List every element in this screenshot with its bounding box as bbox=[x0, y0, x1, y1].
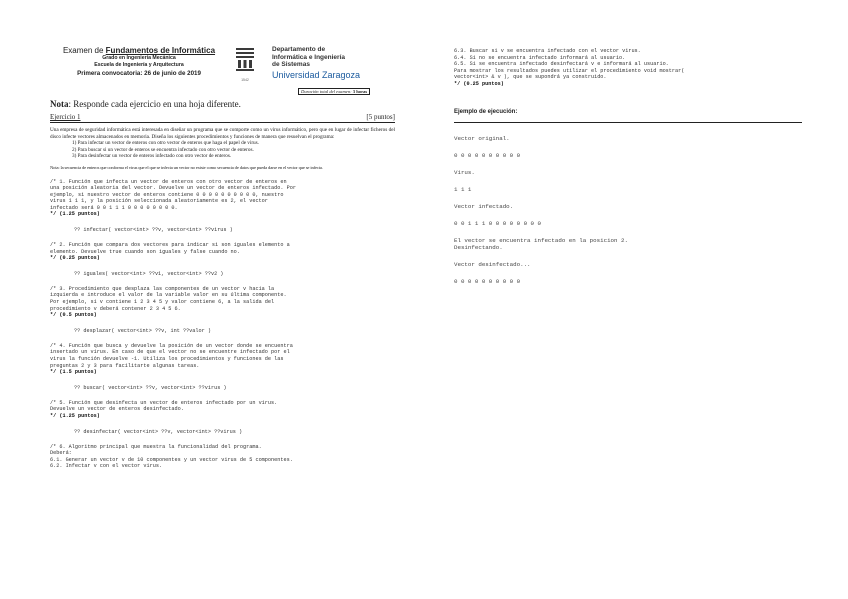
intro-notice: Nota: la secuencia de enteros que conforma el virus que el que se infecta un vector no existe como secuencia de datos que pueda darse en el vector que se infecta. bbox=[50, 164, 323, 170]
exam-header bbox=[50, 46, 395, 98]
output-line: 0 0 1 1 1 0 0 0 0 0 0 0 0 bbox=[454, 219, 541, 227]
intro-step: 2) Para buscar si un vector de enteros se encuentra infectado con otro vector de enteros. bbox=[72, 146, 254, 153]
question-points: */ (1.5 puntos) bbox=[50, 369, 97, 376]
intro-step: 1) Para infectar un vector de enteros con otro vector de enteros que haga el papel de virus. bbox=[72, 140, 259, 146]
question-points: */ (0.25 puntos) bbox=[454, 80, 504, 87]
question-line: Devuelve un vector de enteros desinfectado. bbox=[50, 406, 184, 413]
question-line: virus la función devuelve -1. Utiliza los procedimientos y funciones de las bbox=[50, 356, 284, 362]
question-line: /* 4. Función que busca y devuelve la posición de un vector donde se encuentra bbox=[50, 342, 293, 349]
intro-paragraph: Una empresa de seguridad informática está interesada en diseñar un programa que se comporte como un virus informático, pero que en lugar de infectar ficheros del disco infecte vectores almacenados en memoria. Diseña los siguientes procedimientos y funciones de manera que resuelvan el programa: bbox=[50, 127, 395, 140]
question-line: Deberá: bbox=[50, 450, 72, 457]
output-line: 0 0 0 0 0 0 0 0 0 0 bbox=[454, 151, 521, 159]
question-line: 6.5. Si se encuentra infectado desinfectará v e informará al usuario. bbox=[454, 61, 669, 68]
note-label: Nota bbox=[50, 99, 69, 109]
question-line: infectado será 0 0 1 1 1 0 0 0 0 0 0 0 0. bbox=[50, 204, 178, 211]
output-line: 1 1 1 bbox=[454, 185, 472, 193]
exam-call: Primera convocatoria: 26 de junio de 2019 bbox=[77, 70, 201, 77]
output-line: 0 0 0 0 0 0 0 0 0 0 bbox=[454, 277, 521, 285]
exam-subject: Fundamentos de Informática bbox=[105, 46, 216, 55]
output-line: El vector se encuentra infectado en la posicion 2. Desinfectando. bbox=[454, 236, 628, 251]
university-name: Universidad Zaragoza bbox=[272, 69, 361, 80]
question-6-continued bbox=[454, 48, 802, 88]
duration-value: 3 horas bbox=[352, 89, 368, 94]
function-prototype: ?? infectar( vector<int> ??v, vector<int> ??virus ) bbox=[74, 227, 233, 234]
left-column bbox=[50, 46, 395, 470]
question-line: vector<int> & v ), que se supondrá ya construido. bbox=[454, 74, 607, 81]
university-logo bbox=[234, 46, 256, 74]
function-prototype: ?? desinfectar( vector<int> ??v, vector<int> ??virus ) bbox=[74, 428, 243, 435]
right-column bbox=[454, 48, 802, 285]
department-block bbox=[272, 46, 396, 80]
question-line: Por ejemplo, si v contiene 1 2 3 4 5 y valor contiene 6, a la salida del bbox=[50, 299, 275, 306]
dept-line-1: Departamento de bbox=[272, 46, 326, 53]
question-4 bbox=[50, 343, 395, 376]
question-line: virus 1 1 1, y la posición seleccionada aleatoriamente es 2, el vector bbox=[50, 198, 268, 205]
question-points: */ (0.5 puntos) bbox=[50, 312, 97, 319]
output-line: Vector infectado. bbox=[454, 202, 514, 210]
question-6 bbox=[50, 444, 395, 470]
question-line: elemento. Devuelve true cuando son iguales y false cuando no. bbox=[50, 248, 240, 255]
exercise-points: [5 puntos] bbox=[366, 113, 395, 121]
logo-year: 1542 bbox=[241, 78, 249, 82]
question-line: 6.4. Si no se encuentra infectado informará al usuario. bbox=[454, 54, 626, 61]
dept-line-2: Informática e Ingeniería bbox=[272, 53, 345, 61]
question-line: /* 2. Función que compara dos vectores para indicar si son iguales elemento a bbox=[50, 242, 290, 249]
question-line: procedimiento v deberá contener 2 3 4 5 6. bbox=[50, 305, 181, 312]
question-line: preguntas 2 y 3 para facilitarte algunas tareas. bbox=[50, 362, 200, 369]
question-line: /* 6. Algoritmo principal que muestra la funcionalidad del programa. bbox=[50, 443, 262, 450]
output-line: Vector desinfectado... bbox=[454, 260, 531, 268]
question-line: 6.2. Infectar v con el vector virus. bbox=[50, 463, 163, 470]
function-prototype: ?? desplazar( vector<int> ??v, int ??valor ) bbox=[74, 327, 211, 334]
question-line: 6.3. Buscar si v se encuentra infectado con el vector virus. bbox=[454, 48, 641, 54]
example-title: Ejemplo de ejecución: bbox=[454, 108, 518, 115]
exercise-title: Ejercicio 1 bbox=[50, 113, 81, 121]
question-line: ejemplo, si nuestro vector de enteros contiene 0 0 0 0 0 0 0 0 0 0, nuestro bbox=[50, 191, 284, 198]
question-line: Para mostrar los resultados puedes utilizar el procedimiento void mostrar( bbox=[454, 67, 685, 74]
note-line bbox=[50, 99, 395, 109]
duration-box bbox=[298, 88, 370, 95]
question-line: 6.1. Generar un vector v de 10 componentes y un vector virus de 5 componentes. bbox=[50, 456, 293, 463]
question-line: una posición aleatoria del vector. Devuelve un vector de enteros infectado. Por bbox=[50, 185, 296, 192]
question-line: /* 3. Procedimiento que desplaza las componentes de un vector v hacia la bbox=[50, 285, 275, 292]
school: Escuela de Ingeniería y Arquitectura bbox=[94, 61, 184, 68]
output-line: Virus. bbox=[454, 168, 475, 176]
exercise-heading bbox=[50, 112, 395, 123]
degree: Grado en Ingeniería Mecánica bbox=[102, 55, 176, 61]
intro-step: 3) Para desinfectar un vector de enteros infectado con otro vector de enteros. bbox=[72, 153, 232, 159]
question-1 bbox=[50, 179, 395, 219]
function-prototype: ?? iguales( vector<int> ??v1, vector<int> ??v2 ) bbox=[74, 270, 224, 277]
function-prototype: ?? buscar( vector<int> ??v, vector<int> ??virus ) bbox=[74, 384, 227, 391]
question-line: /* 1. Función que infecta un vector de enteros con otro vector de enteros en bbox=[50, 178, 287, 185]
exam-prefix: Examen de bbox=[62, 46, 106, 55]
question-5 bbox=[50, 400, 395, 420]
question-points: */ (1.25 puntos) bbox=[50, 412, 100, 419]
question-line: /* 5. Función que desinfecta un vector de enteros infectado por un virus. bbox=[50, 399, 278, 406]
exam-title bbox=[50, 46, 228, 55]
duration-label: Duración total del examen: bbox=[301, 89, 353, 94]
dept-line-3: de Sistemas bbox=[272, 61, 310, 69]
question-3 bbox=[50, 286, 395, 319]
exam-info bbox=[50, 46, 228, 77]
output-line: Vector original. bbox=[454, 134, 510, 142]
question-points: */ (1.25 puntos) bbox=[50, 211, 100, 218]
question-points: */ (0.25 puntos) bbox=[50, 255, 100, 262]
question-2 bbox=[50, 242, 395, 262]
note-text: : Responde cada ejercicio en una hoja diferente. bbox=[68, 99, 241, 109]
question-line: izquierda e introduce el valor de la variable valor en su última componente. bbox=[50, 292, 287, 299]
question-line: insertado un virus. En caso de que el vector no se encuentre infectado por el bbox=[50, 349, 290, 356]
